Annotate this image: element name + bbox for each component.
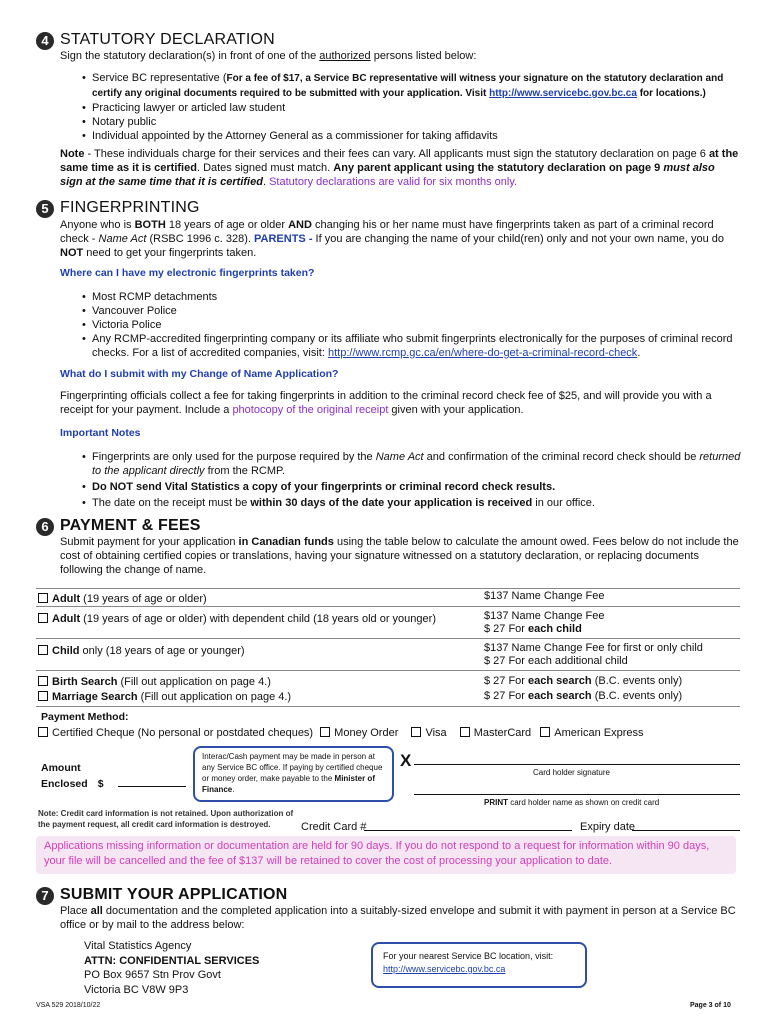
r4b: Birth Search (52, 676, 118, 688)
s4-note (60, 147, 740, 189)
fee-child (484, 642, 703, 668)
s6-intro-a: Submit payment for your application (60, 536, 239, 548)
r3t: only (18 years of age or younger) (79, 645, 245, 657)
s5-p1i: If you are changing the name of your child(ren) only and not your own name, you do (312, 233, 725, 245)
r5-fee-c: (B.C. events only) (591, 690, 683, 702)
note-5: must also sign at the same time that it is certified (60, 162, 715, 188)
credit-card-label: Credit Card # (301, 821, 367, 833)
divider (36, 670, 740, 671)
checkbox[interactable] (320, 727, 330, 737)
note-1: - These individuals charge for their services and their fees can vary. All applicants must sign the statutory declaration on page 6 (84, 148, 709, 160)
r3b: Child (52, 645, 80, 657)
s5-q1: Where can I have my electronic fingerprints taken? (60, 267, 315, 279)
s7-pc: documentation and the completed application into a suitably-sized envelope and submit it with payment in person at a Service BC office or by mail to the address below: (60, 905, 736, 931)
signature-x: X (400, 751, 412, 770)
note-4: Any parent applicant using the statutory declaration on page 9 (333, 162, 661, 174)
s5-p1c: 18 years of age or older (165, 219, 289, 231)
cardholder-name-line[interactable] (414, 794, 740, 795)
section-4-title: STATUTORY DECLARATION (60, 31, 275, 48)
s7-pa: Place (60, 905, 91, 917)
r4-fee-b: each search (528, 675, 592, 687)
print-caption (484, 798, 659, 807)
n3c: in our office. (532, 497, 595, 509)
box-line-1: For your nearest Service BC location, visit: (383, 951, 554, 961)
s5-parents: PARENTS - (254, 233, 313, 245)
s4-intro-a: Sign the statutory declaration(s) in front of one of the (60, 50, 320, 62)
payment-methods (38, 726, 644, 740)
note-6: . (262, 176, 270, 188)
print-a: PRINT (484, 798, 508, 807)
list-item (80, 71, 742, 101)
r2t: (19 years of age or older) with dependent child (18 years old or younger) (80, 613, 436, 625)
fee-table-top (36, 588, 740, 589)
section-5-number: 5 (36, 200, 54, 218)
s5-notes (80, 450, 742, 510)
list-item: • Notary public (80, 115, 742, 129)
section-5-title: FINGERPRINTING (60, 199, 200, 216)
r5t: (Fill out application on page 4.) (137, 691, 292, 703)
pm-mastercard[interactable] (460, 727, 531, 739)
s4-b1-bold: For a fee of $17, a Service BC representative will witness your signature on the statutory declaration and certify any original documents required to be submitted with your application. Visit (92, 73, 724, 99)
payment-method-label: Payment Method: (41, 711, 129, 723)
n1a: Fingerprints are only used for the purpose required by the (92, 451, 376, 463)
expiry-label: Expiry date (580, 821, 636, 833)
s5-p2b: photocopy of the original receipt (232, 404, 389, 416)
list-item (80, 496, 742, 510)
interac-text (202, 751, 388, 795)
r1b: Adult (52, 593, 81, 605)
note-3: . Dates signed must match. (196, 162, 334, 174)
amount-label: Amount (41, 762, 81, 774)
note-label: Note (60, 148, 85, 160)
s6-intro-c: using the table below to calculate the amount owed. Fees below do not include the cost of obtaining certified copies or translations, having your signature witnessed on a statutory declaration, or replacing documents following the change of name. (60, 536, 739, 576)
n1d: returned to the applicant directly (92, 451, 741, 477)
address-line-3: PO Box 9657 Stn Prov Govt (84, 969, 221, 981)
r3-fee2: $ 27 For each additional child (484, 655, 628, 667)
s5-list (80, 290, 742, 360)
fee-marriage (484, 690, 682, 703)
servicebc-box-link[interactable]: http://www.servicebc.gov.bc.ca (383, 964, 506, 974)
signature-caption: Card holder signature (533, 768, 610, 777)
list-item: • Victoria Police (80, 318, 742, 332)
s7-pb: all (90, 905, 103, 917)
address-line-4: Victoria BC V8W 9P3 (84, 983, 189, 996)
interac-b: Minister of Finance (202, 774, 375, 794)
s5-p1b: BOTH (134, 219, 166, 231)
n1b: Name Act (375, 451, 424, 463)
r5b: Marriage Search (52, 691, 138, 703)
signature-line[interactable] (414, 764, 740, 765)
fee-adult: $137 Name Change Fee (484, 590, 605, 602)
form-number: VSA 529 2018/10/22 (36, 1002, 101, 1009)
expiry-input[interactable] (632, 830, 740, 831)
checkbox[interactable] (38, 593, 48, 603)
s5-p2a: Fingerprinting officials collect a fee for taking fingerprints in addition to the criminal record check fee of $25, and will provide you with a receipt for your payment. Include a (60, 390, 712, 416)
checkbox[interactable] (38, 676, 48, 686)
s5-p1g: (RSBC 1996 c. 328). (146, 233, 255, 245)
s5-p1k: need to get your fingerprints taken. (83, 247, 257, 259)
pm3: Visa (425, 727, 447, 739)
r2-fee2a: $ 27 For (484, 623, 529, 635)
r1t: (19 years of age or older) (80, 593, 207, 605)
r2b: Adult (52, 613, 81, 625)
r2-fee1: $137 Name Change Fee (484, 610, 605, 622)
section-6-number: 6 (36, 518, 54, 536)
amount-enclosed-label (41, 760, 104, 792)
cc-note: Note: Credit card information is not retained. Upon authorization of the payment request, all credit card information is destroyed. (38, 809, 294, 829)
interac-c: . (232, 785, 235, 794)
s5-p1a: Anyone who is (60, 219, 135, 231)
r3-fee1: $137 Name Change Fee for first or only child (484, 642, 703, 654)
list-item: • Most RCMP detachments (80, 290, 742, 304)
s5-p2c: given with your application. (388, 404, 524, 416)
birth-search-option[interactable] (38, 675, 271, 689)
s5-p1j: NOT (60, 247, 84, 259)
divider (36, 606, 740, 607)
pm2: Money Order (334, 727, 399, 739)
address-line-2: ATTN: CONFIDENTIAL SERVICES (84, 954, 260, 967)
s6-intro-b: in Canadian funds (238, 536, 334, 548)
warning-banner: Applications missing information or documentation are held for 90 days. If you do not respond to a request for information within 90 days, your file will be cancelled and the fee of $137 will be retained to cover the cost of processing your application to date. (36, 836, 736, 874)
section-7-number: 7 (36, 887, 54, 905)
r2-fee2b: each child (528, 623, 582, 635)
checkbox[interactable] (38, 691, 48, 701)
adult-child-option[interactable] (38, 612, 436, 626)
s5-l4c: . (637, 347, 641, 359)
s5-q3: Important Notes (60, 427, 141, 439)
list-item: • Practicing lawyer or articled law student (80, 101, 742, 115)
servicebc-link[interactable]: http://www.servicebc.gov.bc.ca (489, 88, 637, 99)
pm-money-order[interactable] (320, 727, 398, 739)
n1c: and confirmation of the criminal record check should be (423, 451, 700, 463)
s6-intro (60, 535, 742, 577)
s4-b1a: Service BC representative ( (92, 72, 227, 84)
pm-amex[interactable] (540, 727, 643, 739)
s5-intro (60, 218, 742, 260)
pm4: MasterCard (473, 727, 532, 739)
note-2: at the same time as it is certified (60, 148, 739, 174)
checkbox[interactable] (38, 613, 48, 623)
checkbox[interactable] (460, 727, 470, 737)
n3b: within 30 days of the date your application is received (250, 497, 533, 509)
fee-birth (484, 675, 682, 688)
interac-a: Interac/Cash payment may be made in person at any Service BC office. If paying by certified cheque or money order, make payable to the (202, 752, 383, 783)
s5-p1e: changing his or her name must have fingerprints taken as part of a criminal record check - (60, 219, 714, 245)
credit-card-input[interactable] (364, 830, 572, 831)
n1e: from the RCMP. (204, 465, 286, 477)
pm1: Certified Cheque (No personal or postdated cheques) (52, 727, 314, 739)
pm5: American Express (554, 727, 644, 739)
checkbox[interactable] (540, 727, 550, 737)
divider (36, 638, 740, 639)
list-item (80, 480, 742, 494)
rcmp-link[interactable]: http://www.rcmp.gc.ca/en/where-do-get-a-criminal-record-check (327, 347, 638, 359)
pm-cheque[interactable] (38, 727, 313, 739)
fee-adult-child (484, 610, 604, 636)
mailing-address (84, 939, 259, 997)
checkbox[interactable] (38, 727, 48, 737)
child-option[interactable] (38, 644, 245, 658)
r4-fee-c: (B.C. events only) (591, 675, 683, 687)
s4-intro (60, 49, 740, 63)
fee-table-bottom (36, 706, 740, 707)
section-6-title: PAYMENT & FEES (60, 517, 201, 534)
r5-fee-b: each search (528, 690, 592, 702)
enclosed-label: Enclosed (41, 778, 88, 790)
s4-intro-u: authorized (319, 50, 371, 62)
list-item: • Individual appointed by the Attorney General as a commissioner for taking affidavits (80, 129, 742, 143)
address-line-1: Vital Statistics Agency (84, 940, 192, 952)
s4-b1c: for locations.) (636, 88, 706, 99)
adult-option[interactable] (38, 592, 207, 606)
pm-visa[interactable] (411, 727, 446, 739)
marriage-search-option[interactable] (38, 690, 291, 704)
list-item: • Vancouver Police (80, 304, 742, 318)
amount-input[interactable] (118, 786, 186, 787)
n2: Do NOT send Vital Statistics a copy of your fingerprints or criminal record check results. (92, 481, 556, 493)
s7-intro (60, 904, 742, 932)
list-item (80, 332, 742, 360)
s4-list (80, 71, 742, 143)
s4-intro-b: persons listed below: (370, 50, 477, 62)
print-b: card holder name as shown on credit card (508, 798, 660, 807)
servicebc-box-text (383, 950, 553, 976)
r5-fee-a: $ 27 For (484, 690, 529, 702)
s5-p1f: Name Act (98, 233, 147, 245)
r4-fee-a: $ 27 For (484, 675, 529, 687)
s5-l4a: Any RCMP-accredited fingerprinting company or its affiliate who submit fingerprints electronically for the purposes of criminal record checks. For a list of accredited companies, visit: (92, 333, 733, 359)
section-4-number: 4 (36, 32, 54, 50)
s5-p2 (60, 389, 742, 417)
list-item (80, 450, 742, 478)
checkbox[interactable] (38, 645, 48, 655)
page-number: Page 3 of 10 (690, 1002, 731, 1009)
r4t: (Fill out application on page 4.) (117, 676, 271, 688)
checkbox[interactable] (411, 727, 421, 737)
s5-q2: What do I submit with my Change of Name Application? (60, 368, 339, 380)
section-7-title: SUBMIT YOUR APPLICATION (60, 886, 288, 903)
note-7: Statutory declarations are valid for six months only. (269, 176, 518, 188)
s5-p1d: AND (288, 219, 312, 231)
dollar-sign: $ (97, 778, 104, 790)
n3a: The date on the receipt must be (92, 497, 251, 509)
